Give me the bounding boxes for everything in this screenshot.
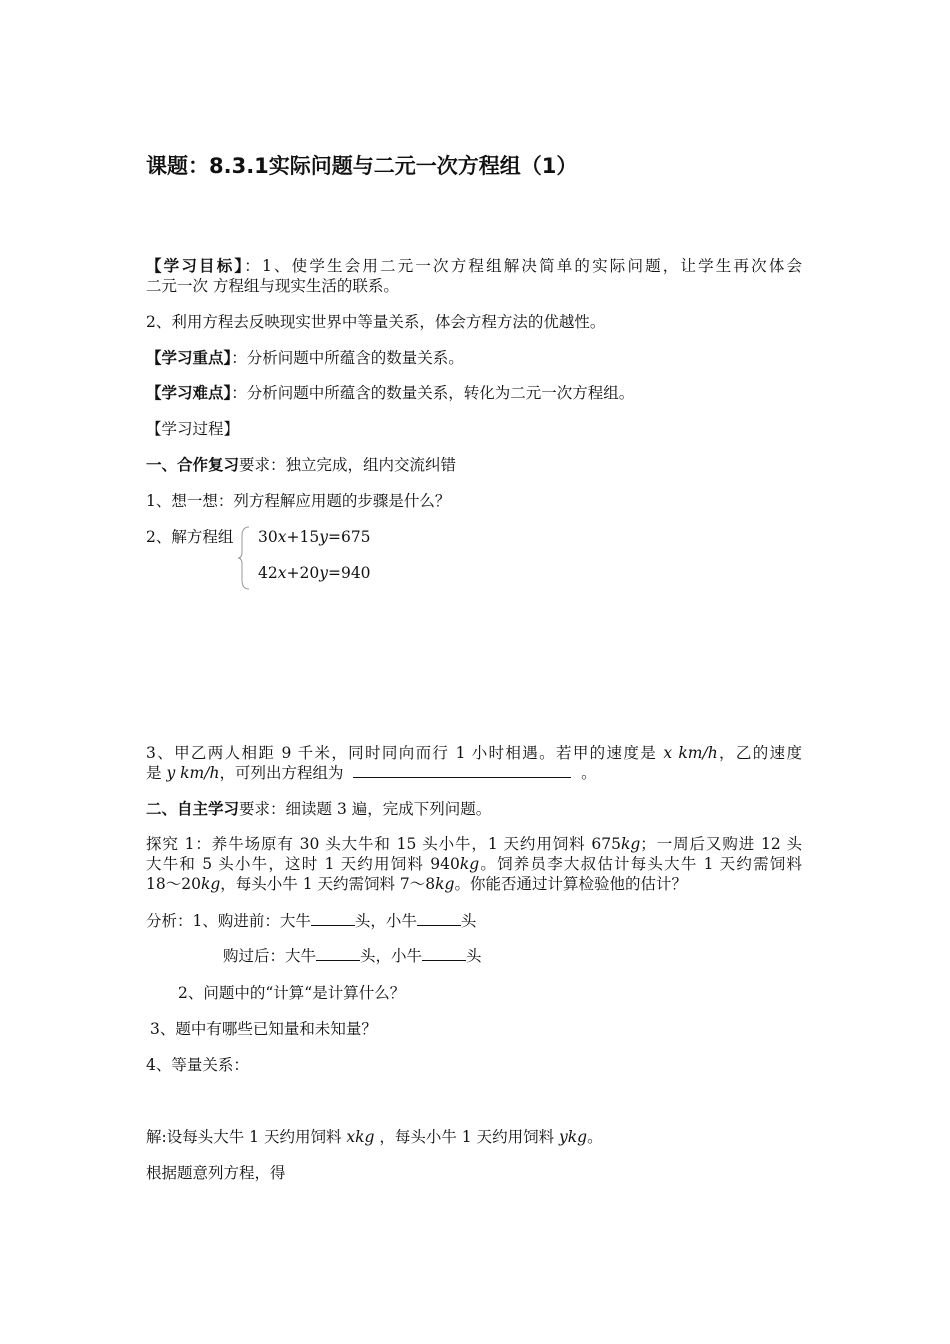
blank-small-cattle-after[interactable]	[422, 946, 466, 961]
key-point: 【学习重点】：分析问题中所蕴含的数量关系。	[146, 349, 464, 367]
explore-line2: 大牛和 5 头小牛，这时 1 天约用饲料 940kg。饲养员李大叔估计每头大牛 1 天约需饲料	[146, 855, 802, 873]
explore-line1: 探究 1：养牛场原有 30 头大牛和 15 头小牛，1 天约用饲料 675kg；一周后又购进 12 头	[146, 835, 803, 853]
equation-1: 30x+15y=675	[258, 528, 371, 546]
question-3-line1: 3、甲乙两人相距 9 千米，同时同向而行 1 小时相遇。若甲的速度是 x km/h，乙的速度	[146, 744, 802, 762]
section1-heading: 一、合作复习要求：独立完成，组内交流纠错	[146, 456, 457, 474]
objectives-line2: 二元一次 方程组与现实生活的联系。	[146, 277, 399, 295]
blank-big-cattle-before[interactable]	[311, 911, 355, 926]
question-1: 1、想一想：列方程解应用题的步骤是什么？	[146, 492, 451, 510]
question-3-line2: 是 y km/h，可列出方程组为 。	[146, 764, 597, 782]
process-label: 【学习过程】	[146, 420, 240, 438]
objectives-line3: 2、利用方程去反映现实世界中等量关系，体会方程方法的优越性。	[146, 313, 606, 331]
solution-line2: 根据题意列方程，得	[146, 1164, 286, 1182]
objectives-label: 【学习目标】	[146, 257, 245, 275]
analysis-q4: 4、等量关系：	[146, 1056, 249, 1074]
explore-line3: 18～20kg，每头小牛 1 天约需饲料 7～8kg。你能否通过计算检验他的估计？	[146, 875, 687, 893]
blank-small-cattle-before[interactable]	[417, 911, 461, 926]
analysis-q3: 3、题中有哪些已知量和未知量？	[150, 1020, 377, 1038]
analysis-q2: 2、问题中的“计算“是计算什么？	[178, 984, 406, 1002]
equation-brace	[238, 526, 250, 590]
equation-2: 42x+20y=940	[258, 564, 371, 582]
question-2-label: 2、解方程组	[146, 528, 234, 546]
objectives-line1: 【学习目标】：1、使学生会用二元一次方程组解决简单的实际问题，让学生再次体会	[146, 257, 802, 275]
difficulty: 【学习难点】：分析问题中所蕴含的数量关系，转化为二元一次方程组。	[146, 384, 635, 402]
section2-heading: 二、自主学习要求：细读题 3 遍，完成下列问题。	[146, 800, 492, 818]
analysis-before: 分析：1、购进前：大牛 头，小牛 头	[146, 912, 477, 930]
analysis-after: 购过后：大牛 头，小牛 头	[223, 947, 482, 965]
solution-line1: 解:设每头大牛 1 天约用饲料 xkg ，每头小牛 1 天约用饲料 ykg。	[146, 1128, 603, 1146]
blank-big-cattle-after[interactable]	[316, 946, 360, 961]
page-title: 课题：8.3.1实际问题与二元一次方程组（1）	[146, 154, 578, 178]
answer-blank[interactable]	[353, 763, 571, 778]
